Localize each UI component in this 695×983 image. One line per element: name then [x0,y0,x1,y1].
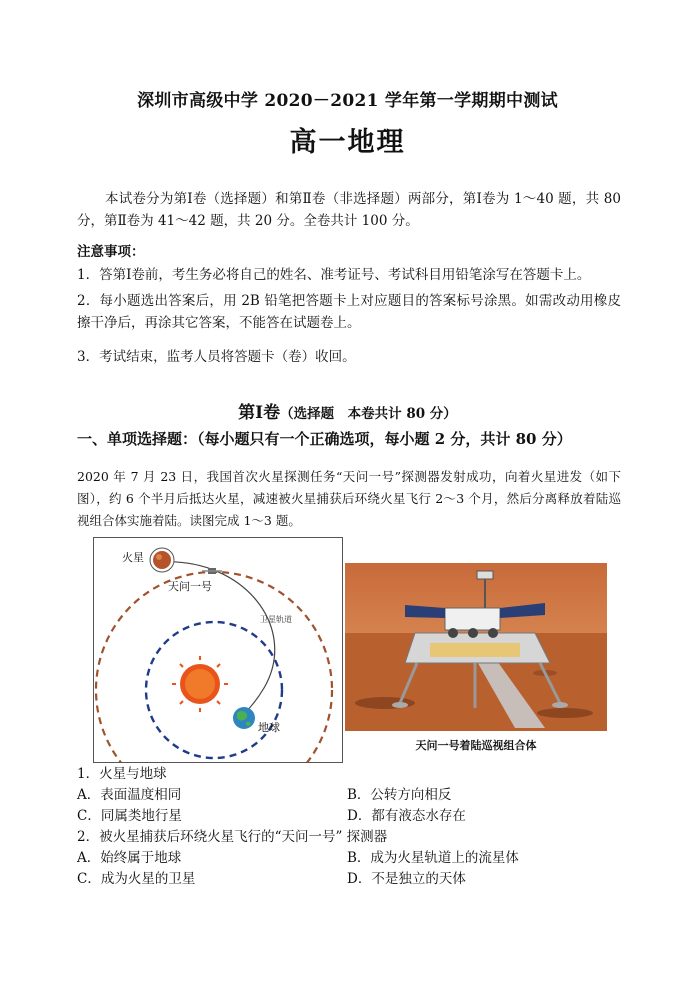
orbit-diagram-svg [94,538,342,762]
passage-text: 2020 年 7 月 23 日，我国首次火星探测任务“天问一号”探测器发射成功，向着火星进发（如下图），约 6 个半月后抵达火星，减速被火星捕获后环绕火星飞行 2～3 个月，然后分离释放着陆巡视组合体实施着陆。读图完成 1～3 题。 [77,469,621,528]
section-title: 一、单项选择题：（每小题只有一个正确选项，每小题 2 分，共计 80 分） [77,430,572,448]
notice-item-2: 2．每小题选出答案后，用 2B 铅笔把答题卡上对应题目的答案标号涂黑。如需改动用橡皮擦干净后，再涂其它答案，不能答在试题卷上。 [77,293,621,331]
question-1-option-c: C．同属类地行星 [77,808,182,824]
subject-title: 高一地理 [289,127,406,158]
question-2-option-b: B．成为火星轨道上的流星体 [347,850,519,866]
orbit-diagram [93,537,343,763]
part1-title [0,398,695,423]
probe-label: 天问一号 [168,580,212,593]
orbit-label: 卫星轨道 [260,615,292,624]
question-2-option-d: D．不是独立的天体 [347,871,466,887]
exam-title: 深圳市高级中学 2020－2021 学年第一学期期中测试 [137,91,558,111]
earth-label: 地球 [258,721,280,734]
question-2-option-c: C．成为火星的卫星 [77,871,196,887]
question-1-option-b: B．公转方向相反 [347,787,452,803]
question-1-option-a: A．表面温度相同 [77,787,182,803]
notice-item-1: 1．答第Ⅰ卷前，考生务必将自己的姓名、准考证号、考试科目用铅笔涂写在答题卡上。 [77,267,591,283]
photo-caption: 天问一号着陆巡视组合体 [415,739,537,752]
notice-heading: 注意事项： [77,244,145,260]
part1-title-note: （选择题 本卷共计 80 分） [280,406,457,422]
question-1-option-d: D．都有液态水存在 [347,808,466,824]
part1-title-main: 第Ⅰ卷 [238,403,281,423]
rover-photo-svg [345,563,607,731]
question-1-stem: 1．火星与地球 [77,766,167,782]
earth-icon [233,707,255,729]
mars-orbit [96,572,332,762]
intro-paragraph: 本试卷分为第Ⅰ卷（选择题）和第Ⅱ卷（非选择题）两部分，第Ⅰ卷为 1～40 题，共 80 分，第Ⅱ卷为 41～42 题，共 20 分。全卷共计 100 分。 [77,191,621,229]
mars-icon [150,548,174,572]
question-2-option-a: A．始终属于地球 [77,850,182,866]
mars-label: 火星 [122,551,144,564]
rover-photo [345,563,607,731]
sun-icon [172,656,228,712]
question-2-stem: 2．被火星捕获后环绕火星飞行的“天问一号” 探测器 [77,829,388,845]
notice-item-3: 3．考试结束，监考人员将答题卡（卷）收回。 [77,349,356,365]
